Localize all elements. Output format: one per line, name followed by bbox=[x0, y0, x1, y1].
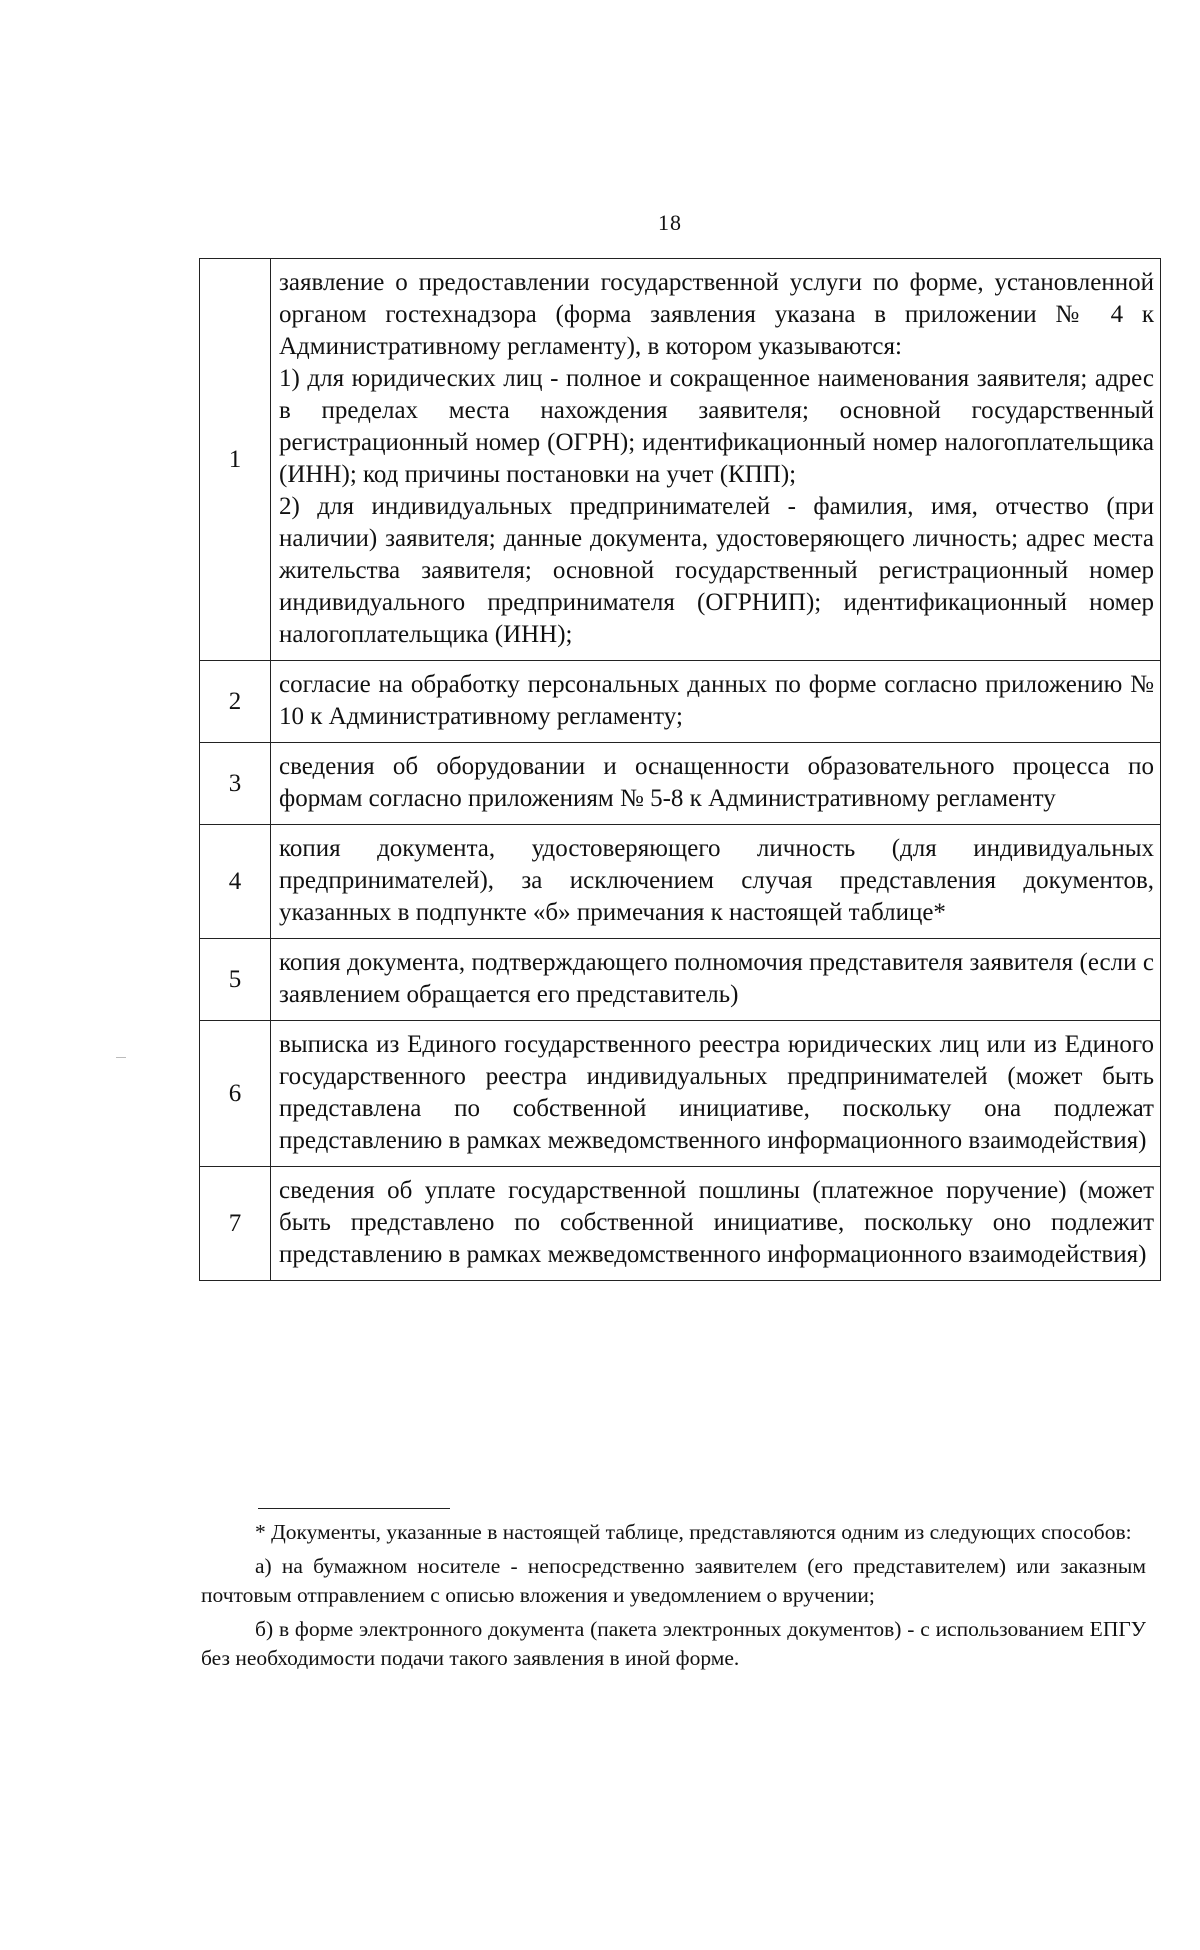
row-number: 3 bbox=[200, 743, 271, 825]
footnote-item-a: а) на бумажном носителе - непосредственно заявителем (его представителем) или заказным почтовым отправлением с описью вложения и уведомлением о вручении; bbox=[201, 1554, 1146, 1607]
row-paragraph: 2) для индивидуальных предпринимателей - фамилия, имя, отчество (при наличии) заявителя; данные документа, удостоверяющего личность; адрес места жительства заявителя; основной государственный регистрационный номер индивидуального предпринимателя (ОГРНИП); идентификационный номер налогоплательщика (ИНН); bbox=[279, 493, 1154, 648]
table-row bbox=[200, 743, 1161, 825]
footnotes bbox=[201, 1518, 1146, 1673]
table-row bbox=[200, 825, 1161, 939]
row-number: 6 bbox=[200, 1021, 271, 1167]
row-number: 1 bbox=[200, 259, 271, 661]
row-paragraph: сведения об уплате государственной пошлины (платежное поручение) (может быть представлено по собственной инициативе, поскольку оно подлежит представлению в рамках межведомственного информационного взаимодействия) bbox=[279, 1177, 1154, 1268]
row-number: 4 bbox=[200, 825, 271, 939]
row-number: 5 bbox=[200, 939, 271, 1021]
scan-artifact bbox=[116, 1057, 126, 1058]
row-paragraph: согласие на обработку персональных данных по форме согласно приложению № 10 к Административному регламенту; bbox=[279, 671, 1154, 730]
row-text-cell bbox=[271, 939, 1161, 1021]
table-row bbox=[200, 1021, 1161, 1167]
row-number: 2 bbox=[200, 661, 271, 743]
row-paragraph: сведения об оборудовании и оснащенности образовательного процесса по формам согласно приложениям № 5-8 к Административному регламенту bbox=[279, 753, 1154, 812]
page-number: 18 bbox=[658, 210, 682, 235]
footnote-separator bbox=[258, 1508, 450, 1509]
documents-table bbox=[199, 258, 1161, 1281]
row-paragraph: выписка из Единого государственного реестра юридических лиц или из Единого государственного реестра индивидуальных предпринимателей (может быть представлена по собственной инициативе, поскольку она подлежат представлению в рамках межведомственного информационного взаимодействия) bbox=[279, 1031, 1154, 1154]
row-number: 7 bbox=[200, 1167, 271, 1281]
row-paragraph: копия документа, подтверждающего полномочия представителя заявителя (если с заявлением обращается его представитель) bbox=[279, 949, 1154, 1008]
row-text-cell bbox=[271, 661, 1161, 743]
row-text-cell bbox=[271, 743, 1161, 825]
table-row bbox=[200, 661, 1161, 743]
table-row bbox=[200, 1167, 1161, 1281]
row-text-cell bbox=[271, 825, 1161, 939]
row-paragraph: копия документа, удостоверяющего личность (для индивидуальных предпринимателей), за исключением случая представления документов, указанных в подпункте «б» примечания к настоящей таблице* bbox=[279, 835, 1154, 926]
row-paragraph: заявление о предоставлении государственной услуги по форме, установленной органом гостехнадзора (форма заявления указана в приложении № 4 к Административному регламенту), в котором указываются: bbox=[279, 269, 1154, 360]
row-text-cell bbox=[271, 259, 1161, 661]
row-text-cell bbox=[271, 1167, 1161, 1281]
row-text-cell bbox=[271, 1021, 1161, 1167]
row-paragraph: 1) для юридических лиц - полное и сокращенное наименования заявителя; адрес в пределах места нахождения заявителя; основной государственный регистрационный номер (ОГРН); идентификационный номер налогоплательщика (ИНН); код причины постановки на учет (КПП); bbox=[279, 365, 1154, 488]
footnote-item-b: б) в форме электронного документа (пакета электронных документов) - с использованием ЕПГУ без необходимости подачи такого заявления в иной форме. bbox=[201, 1617, 1146, 1670]
footnote-intro: * Документы, указанные в настоящей таблице, представляются одним из следующих способов: bbox=[255, 1520, 1132, 1544]
table-row bbox=[200, 259, 1161, 661]
table-row bbox=[200, 939, 1161, 1021]
